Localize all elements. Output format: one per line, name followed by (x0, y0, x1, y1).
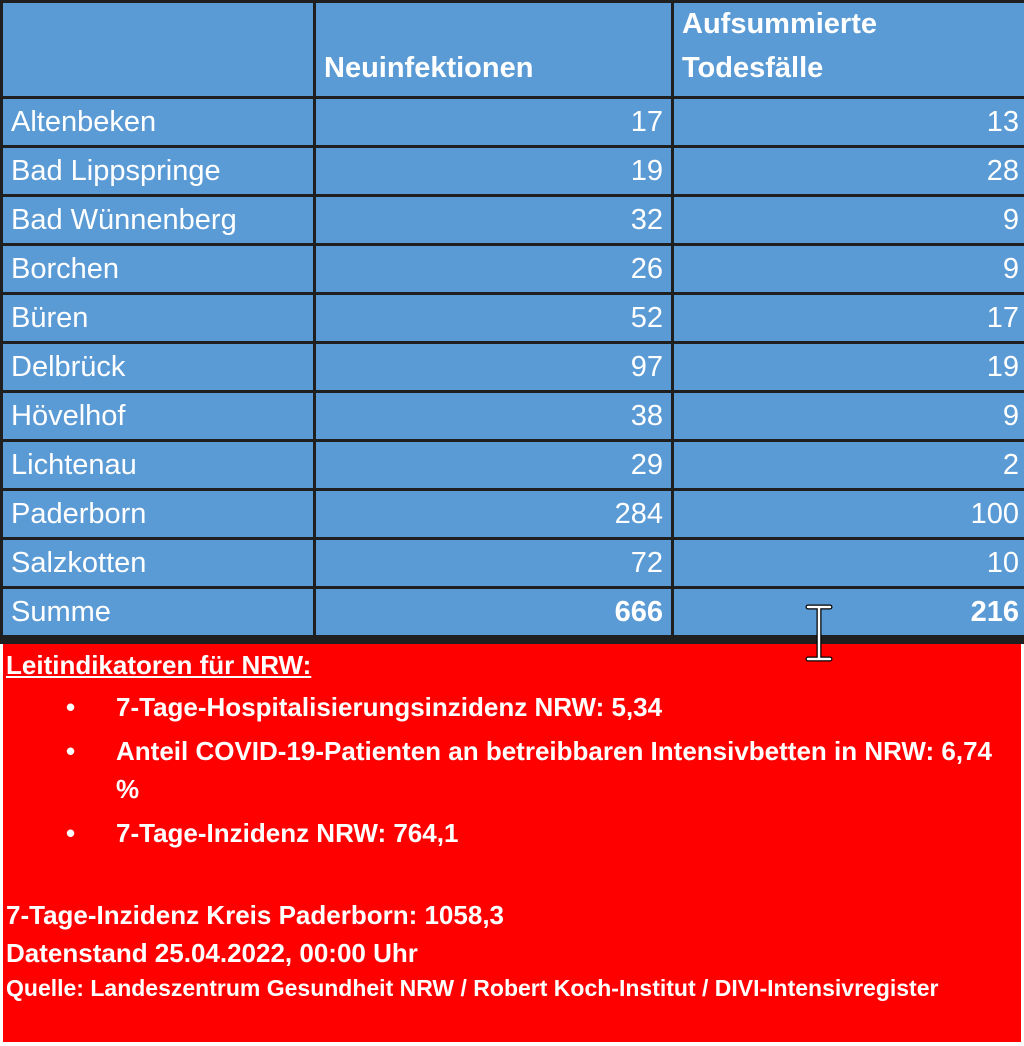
new-infections-value: 19 (316, 148, 671, 194)
table-row (3, 442, 1024, 488)
table-row (3, 197, 1024, 243)
table-row (3, 295, 1024, 341)
municipality-name: Lichtenau (3, 442, 313, 488)
total-deaths-value: 9 (674, 393, 1024, 439)
new-infections-value: 38 (316, 393, 671, 439)
new-infections-value: 32 (316, 197, 671, 243)
indicator-item (66, 688, 1019, 726)
municipality-name: Borchen (3, 246, 313, 292)
municipality-name: Salzkotten (3, 540, 313, 586)
table-row (3, 540, 1024, 586)
new-infections-value: 97 (316, 344, 671, 390)
table-header-row (3, 3, 1024, 96)
municipality-name: Altenbeken (3, 99, 313, 145)
total-deaths-value: 28 (674, 148, 1024, 194)
kreis-incidence: 7-Tage-Inzidenz Kreis Paderborn: 1058,3 (6, 900, 504, 930)
header-total-deaths: Aufsummierte Todesfälle (674, 3, 1024, 96)
municipality-name: Bad Lippspringe (3, 148, 313, 194)
indicator-info-box (3, 644, 1021, 1042)
bullet-icon: • (66, 818, 76, 848)
indicator-text: Anteil COVID-19-Patienten an betreibbaren Intensivbetten in NRW: 6,74 % (116, 736, 992, 804)
table-row (3, 491, 1024, 537)
new-infections-value: 29 (316, 442, 671, 488)
indicator-item (66, 732, 1019, 808)
new-infections-value: 284 (316, 491, 671, 537)
municipality-name: Bad Wünnenberg (3, 197, 313, 243)
total-deaths-value: 13 (674, 99, 1024, 145)
municipality-name: Paderborn (3, 491, 313, 537)
total-deaths-value: 100 (674, 491, 1024, 537)
new-infections-value: 17 (316, 99, 671, 145)
total-deaths-value: 9 (674, 197, 1024, 243)
total-label: Summe (3, 589, 313, 635)
table-row (3, 393, 1024, 439)
text-cursor-icon (804, 604, 834, 662)
indicator-text: 7-Tage-Inzidenz NRW: 764,1 (116, 818, 459, 848)
total-deaths-value: 19 (674, 344, 1024, 390)
table-row (3, 344, 1024, 390)
bullet-icon: • (66, 736, 76, 766)
total-deaths: 216 (674, 589, 1024, 635)
indicator-list (6, 688, 1019, 852)
table-row (3, 99, 1024, 145)
total-new-infections: 666 (316, 589, 671, 635)
total-deaths-value: 9 (674, 246, 1024, 292)
new-infections-value: 26 (316, 246, 671, 292)
indicator-text: 7-Tage-Hospitalisierungsinzidenz NRW: 5,34 (116, 692, 663, 722)
source-note: Quelle: Landeszentrum Gesundheit NRW / Robert Koch-Institut / DIVI-Intensivregister (6, 975, 939, 1001)
bullet-icon: • (66, 692, 76, 722)
municipality-name: Delbrück (3, 344, 313, 390)
table-row (3, 148, 1024, 194)
header-new-infections: Neuinfektionen (316, 3, 671, 96)
indicator-item (66, 814, 1019, 852)
table-row (3, 246, 1024, 292)
indicators-heading: Leitindikatoren für NRW: (6, 650, 312, 680)
municipality-name: Büren (3, 295, 313, 341)
total-deaths-value: 2 (674, 442, 1024, 488)
municipality-name: Hövelhof (3, 393, 313, 439)
total-deaths-value: 17 (674, 295, 1024, 341)
data-status: Datenstand 25.04.2022, 00:00 Uhr (6, 938, 418, 968)
new-infections-value: 52 (316, 295, 671, 341)
total-deaths-value: 10 (674, 540, 1024, 586)
new-infections-value: 72 (316, 540, 671, 586)
table-total-row (3, 589, 1024, 635)
header-municipality (3, 3, 313, 96)
